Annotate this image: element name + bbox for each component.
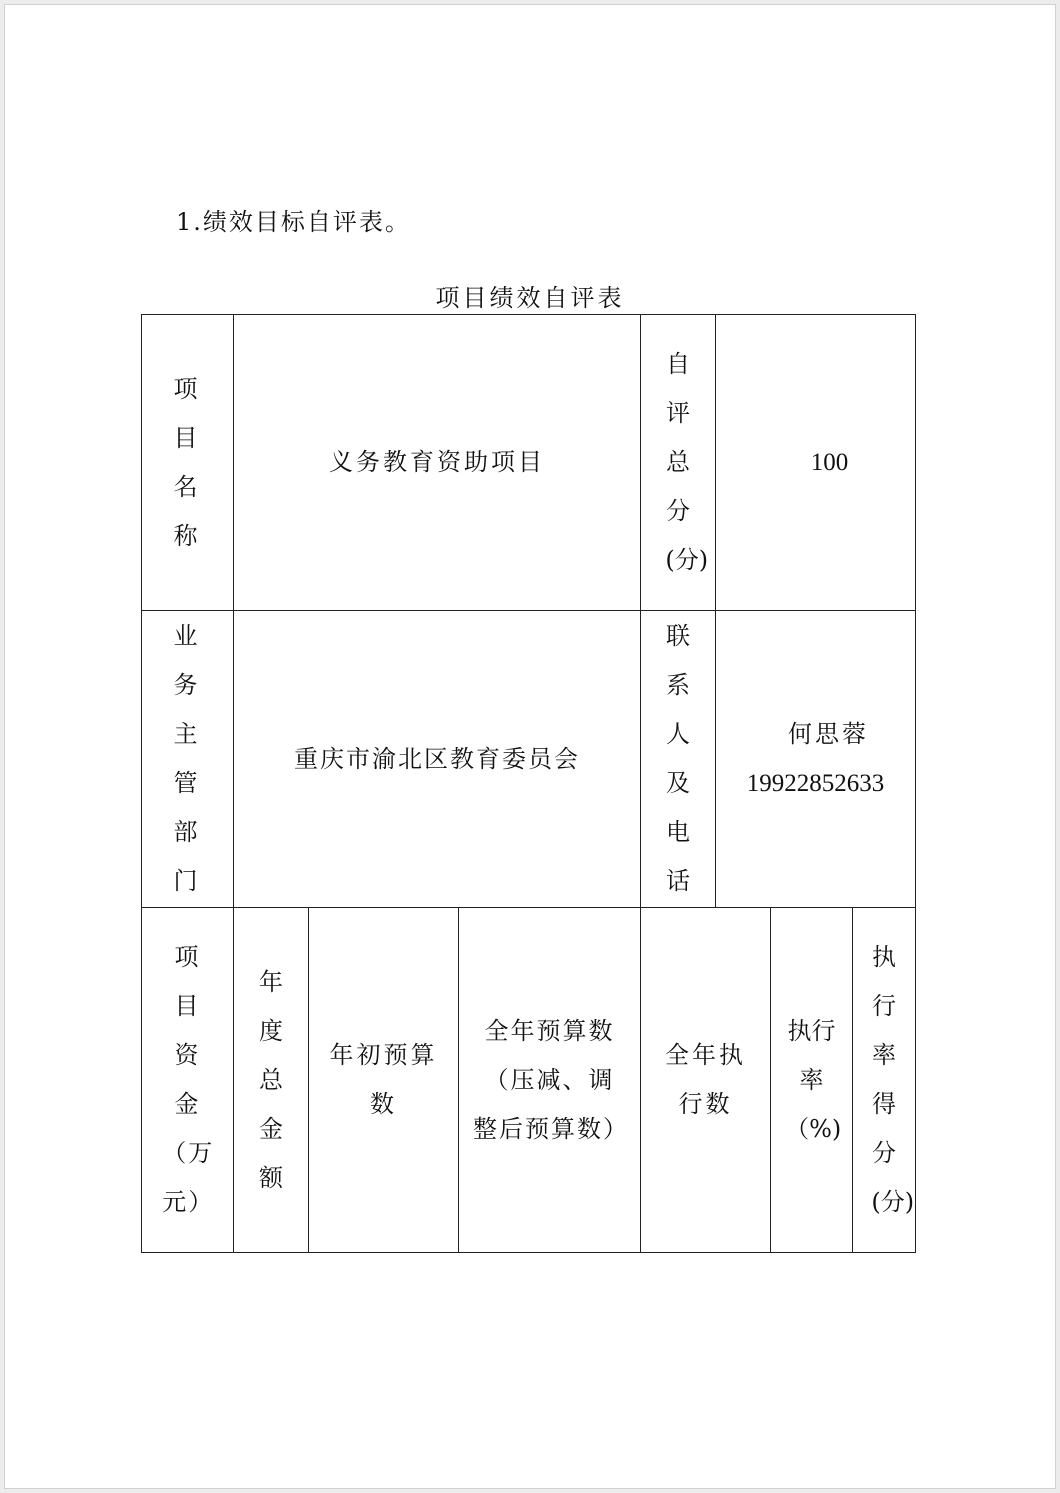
initial-budget-header: 年初预算数: [329, 1041, 438, 1118]
execution-score-header-cell: [853, 908, 915, 1252]
department-value-cell: [234, 611, 640, 907]
execution-rate-header-cell: [771, 908, 852, 1252]
total-score-label: 自评总分(分): [665, 350, 709, 574]
full-year-budget-header-cell: [459, 908, 640, 1252]
section-heading: 1.绩效目标自评表。: [176, 208, 411, 236]
score-value-cell: [716, 315, 915, 610]
full-year-budget-header: 全年预算数（压减、调整后预算数）: [473, 1016, 629, 1143]
department-label: 业务主管部门: [173, 622, 202, 895]
full-year-executed-header-cell: [641, 908, 770, 1252]
execution-score-header: 执行率得分(分): [871, 943, 915, 1216]
table-border-bottom: [141, 1252, 916, 1253]
score-label-cell: [641, 315, 715, 610]
contact-label-cell: [641, 611, 715, 907]
contact-label: 联系人及电话: [666, 622, 690, 895]
project-name-label-cell: [142, 315, 233, 610]
project-name-label: 项目名称: [173, 374, 202, 550]
annual-total-header-cell: [234, 908, 308, 1252]
contact-name: 何思蓉: [788, 720, 869, 748]
contact-value-cell: [716, 611, 915, 907]
funds-label-cell: [142, 908, 233, 1252]
contact-phone: 19922852633: [746, 770, 885, 797]
project-name-value-cell: [234, 315, 640, 610]
total-score-value: 100: [810, 449, 849, 476]
execution-rate-header: 执行率（%): [785, 1016, 842, 1143]
full-year-executed-header: 全年执行数: [665, 1041, 746, 1118]
table-border-right: [915, 314, 916, 1253]
annual-total-header: 年度总金额: [259, 967, 283, 1192]
department-label-cell: [142, 611, 233, 907]
project-name-value: 义务教育资助项目: [329, 448, 545, 476]
department-value: 重庆市渝北区教育委员会: [294, 744, 580, 773]
table-title: 项目绩效自评表: [435, 284, 625, 312]
funds-label: 项目资金（万元）: [162, 943, 215, 1216]
initial-budget-header-cell: [309, 908, 458, 1252]
